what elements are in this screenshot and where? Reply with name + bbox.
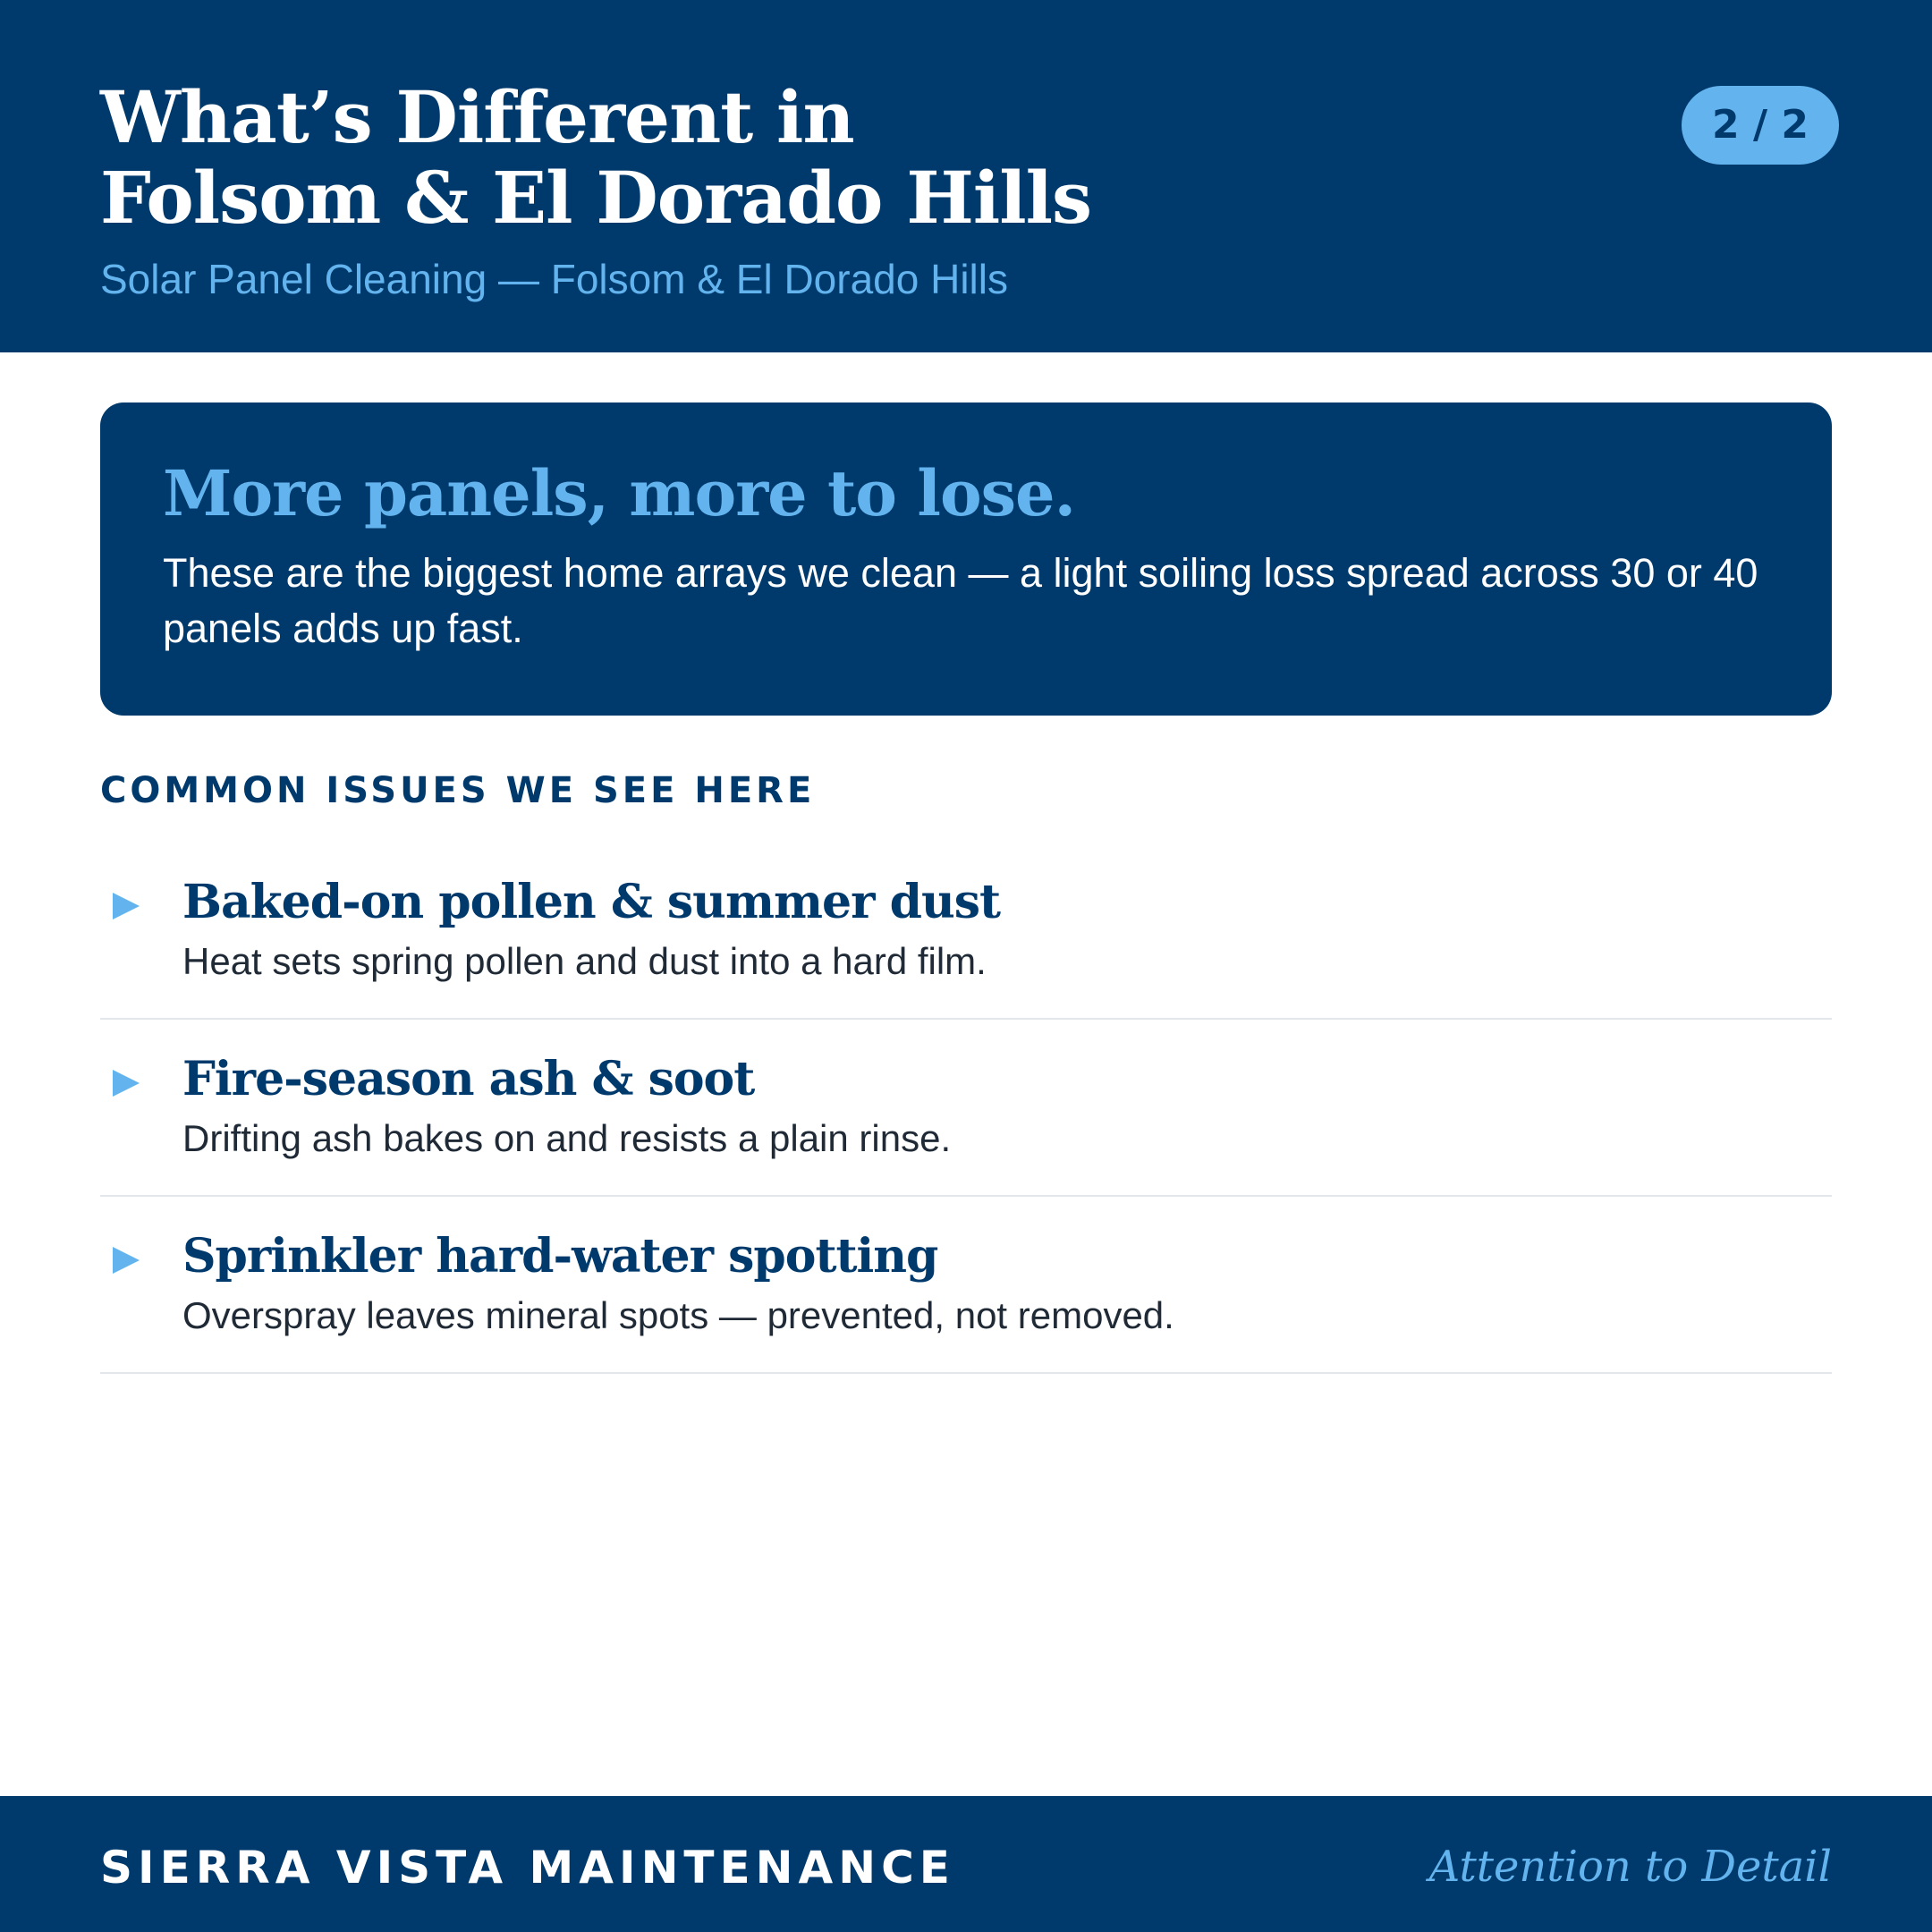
list-item — [100, 843, 1832, 1020]
issues-list — [100, 843, 1832, 1374]
header-banner — [0, 0, 1932, 352]
highlight-callout — [100, 402, 1832, 716]
issue-description: Drifting ash bakes on and resists a plain rinse. — [182, 1117, 952, 1159]
brand-name: SIERRA VISTA MAINTENANCE — [100, 1842, 955, 1894]
page-title-line-2: Folsom & El Dorado Hills — [100, 156, 1092, 240]
triangle-right-icon — [113, 893, 140, 919]
callout-body: These are the biggest home arrays we clean — a light soiling loss spread across 30 or 40 panels adds up fast. — [163, 550, 1758, 651]
footer-bar — [0, 1796, 1932, 1932]
page-subtitle: Solar Panel Cleaning — Folsom & El Dorado Hills — [100, 256, 1008, 302]
issue-title: Sprinkler hard-water spotting — [182, 1229, 938, 1284]
triangle-right-icon — [113, 1247, 140, 1274]
issue-title: Baked-on pollen & summer dust — [182, 875, 1001, 929]
page-title-line-1: What’s Different in — [100, 75, 854, 159]
callout-title: More panels, more to lose. — [163, 456, 1075, 530]
issue-description: Heat sets spring pollen and dust into a hard film. — [182, 940, 987, 982]
list-item — [100, 1197, 1832, 1374]
issue-title: Fire-season ash & soot — [182, 1052, 755, 1106]
section-heading: COMMON ISSUES WE SEE HERE — [100, 770, 816, 811]
list-item — [100, 1020, 1832, 1197]
issue-description: Overspray leaves mineral spots — prevented, not removed. — [182, 1294, 1174, 1336]
page-title — [100, 77, 1442, 238]
brand-tagline: Attention to Detail — [1428, 1842, 1832, 1892]
page-indicator-badge: 2 / 2 — [1682, 86, 1839, 165]
triangle-right-icon — [113, 1070, 140, 1097]
